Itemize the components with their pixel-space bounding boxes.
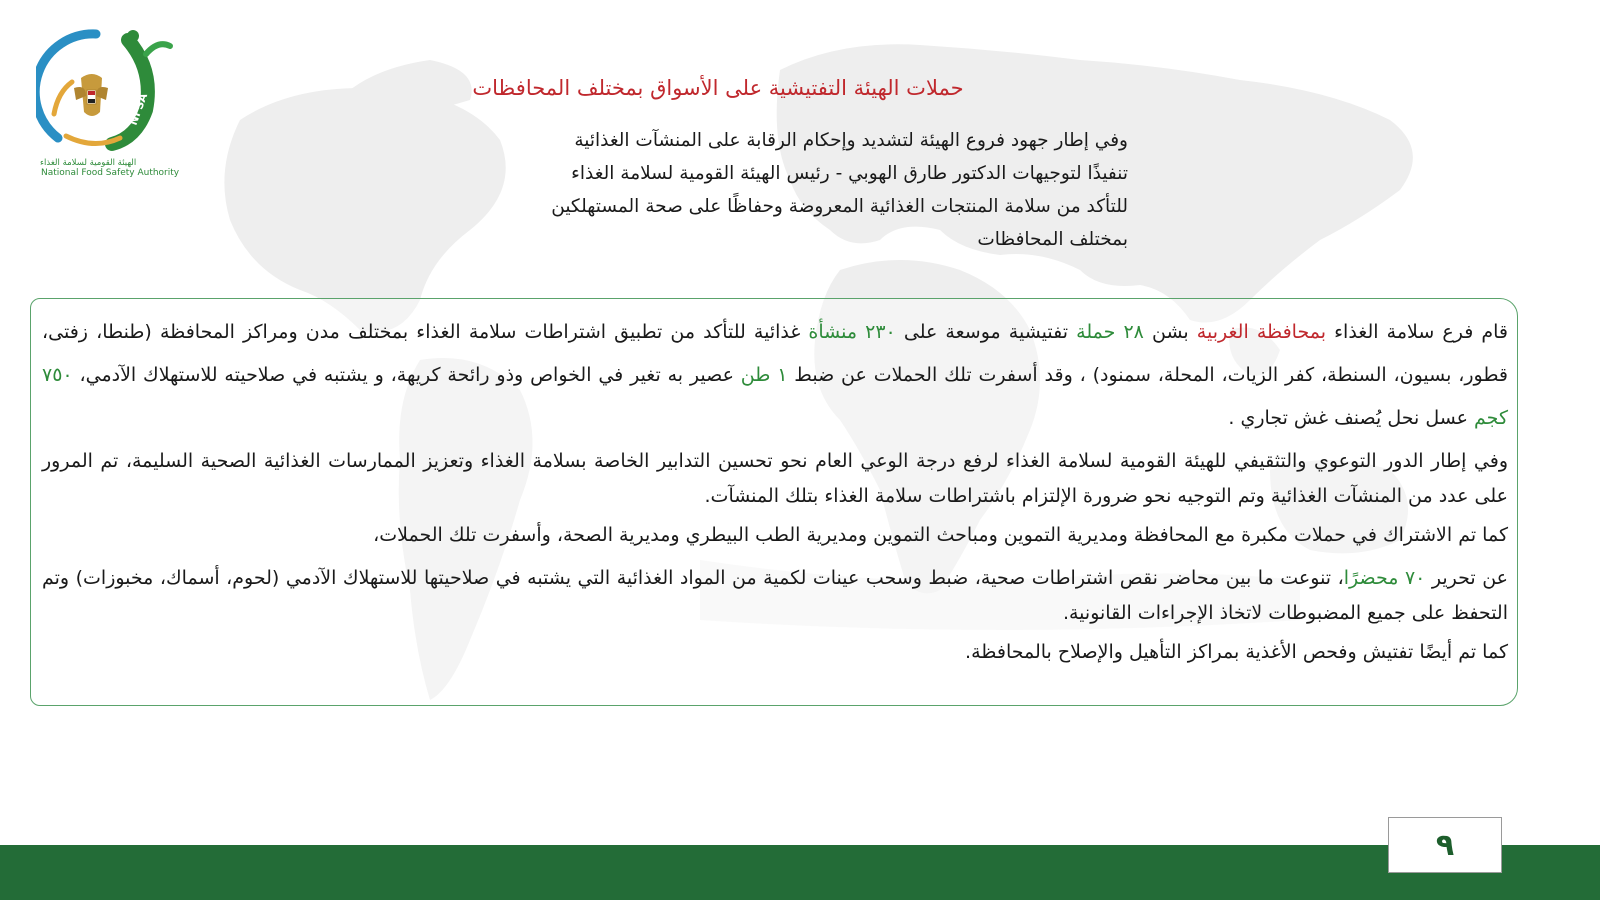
paragraph-rehab-centers: كما تم أيضًا تفتيش وفحص الأغذية بمراكز التأهيل والإصلاح بالمحافظة. [965,641,1508,663]
honey-highlight: ٧٥٠ كجم [42,364,1508,429]
text-span: عسل نحل يُصنف غش تجاري . [1228,407,1475,429]
text-span: عصير به تغير في الخواص وذو رائحة كريهة، و يشتبه في صلاحيته للاستهلاك الآدمي، [72,364,741,386]
intro-line: وفي إطار جهود فروع الهيئة لتشديد وإحكام الرقابة على المنشآت الغذائية [574,130,1128,151]
intro-line: للتأكد من سلامة المنتجات الغذائية المعروضة وحفاظًا على صحة المستهلكين [551,196,1128,217]
paragraph-inspection [42,311,1508,440]
text-span: قام فرع سلامة الغذاء [1326,321,1509,343]
text-span: عن تحرير [1425,567,1509,589]
page-title: حملات الهيئة التفتيشية على الأسواق بمختلف المحافظات [472,76,964,100]
paragraph-awareness: وفي إطار الدور التوعوي والتثقيفي للهيئة القومية لسلامة الغذاء لرفع درجة الوعي العام نحو تحسين التدابير الخاصة بسلامة الغذاء وتعزيز الممارسات الغذائية الصحية السليمة، تم المرور على عدد من المنشآت الغذائية وتم التوجيه نحو ضرورة الإلتزام باشتراطات سلامة الغذاء بتلك المنشآت. [42,450,1508,507]
reports-highlight: ٧٠ محضرًا [1343,567,1426,589]
intro-block [380,124,1128,256]
text-span: غذائية للتأكد من تطبيق اشتراطات سلامة الغذاء بمختلف مدن ومراكز المحافظة (طنطا، زفتى، قطور، بسيون، السنطة، كفر الزيات، المحلة، سمنود) ، وقد أسفرت تلك الحملات عن ضبط [42,321,1509,386]
text-span: ، تنوعت ما بين محاضر نقص اشتراطات صحية، ضبط وسحب عينات لكمية من المواد الغذائية التي يشتبه في صلاحيتها للاستهلاك الآدمي (لحوم، أسماك، مخبوزات) وتم التحفظ على جميع المضبوطات لاتخاذ الإجراءات القانونية. [42,567,1508,624]
footer-bar [0,845,1600,900]
page-number: ٩ [1388,817,1502,873]
logo-arabic-name: الهيئة القومية لسلامة الغذاء [40,158,137,168]
content-body [42,311,1508,674]
paragraph-reports [42,561,1508,631]
text-span: تفتيشية موسعة على [895,321,1077,343]
ton-highlight: ١ طن [740,364,788,386]
paragraph-joint-campaigns: كما تم الاشتراك في حملات مكبرة مع المحافظة ومديرية التموين ومباحث التموين ومديرية الطب البيطري ومديرية الصحة، وأسفرت تلك الحملات، [373,524,1508,546]
facilities-highlight: ٢٣٠ منشأة [808,321,896,343]
text-span: بشن [1143,321,1197,343]
intro-line: بمختلف المحافظات [977,229,1128,250]
intro-line: تنفيذًا لتوجيهات الدكتور طارق الهوبي - رئيس الهيئة القومية لسلامة الغذاء [571,163,1128,184]
svg-text:NFSA: NFSA [126,91,151,128]
governorate-highlight: بمحافظة الغربية [1196,321,1327,343]
campaigns-highlight: ٢٨ حملة [1076,321,1144,343]
logo-english-name: National Food Safety Authority [41,168,180,178]
eagle-emblem-icon [74,74,108,116]
